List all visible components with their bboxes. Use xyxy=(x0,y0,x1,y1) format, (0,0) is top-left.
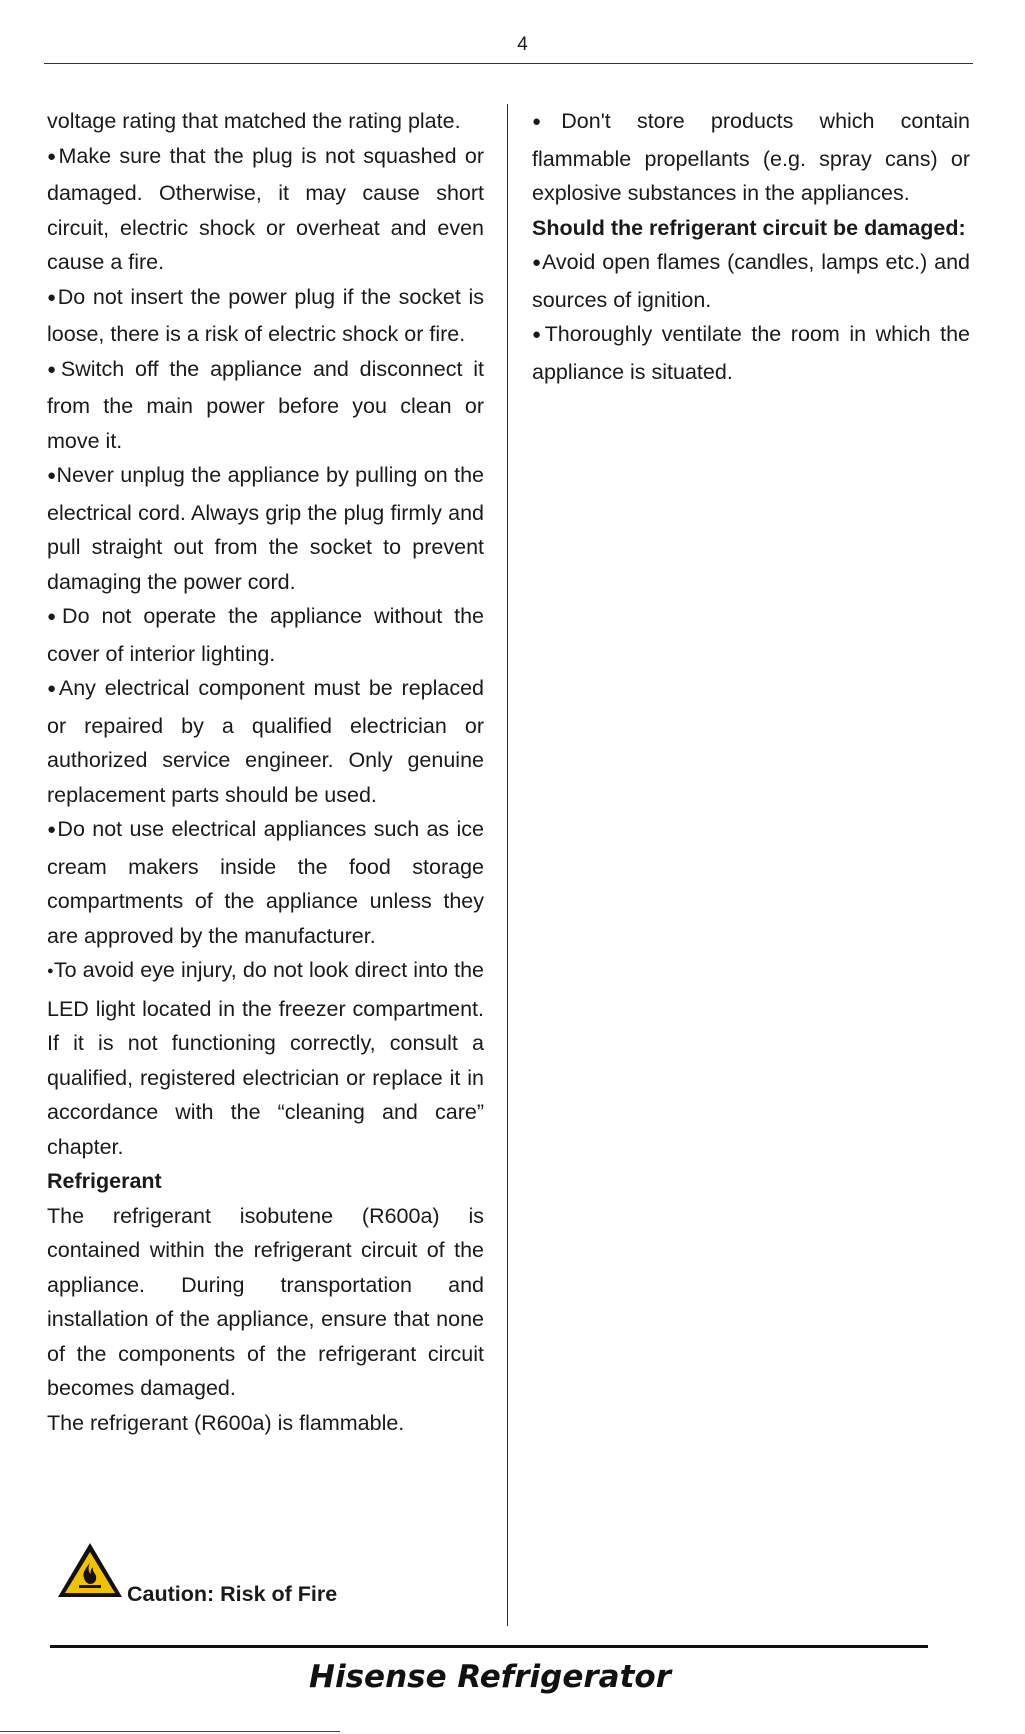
bullet-text: Do not insert the power plug if the socket is loose, there is a risk of electric shock or fire. xyxy=(47,284,484,346)
bullet-text: Avoid open flames (candles, lamps etc.) and sources of ignition. xyxy=(532,250,971,312)
bullet-item xyxy=(47,139,484,280)
bullet-item xyxy=(47,812,484,953)
section-heading-refrigerant: Refrigerant xyxy=(47,1169,162,1193)
bullet-icon: ● xyxy=(47,288,58,306)
bullet-icon: ● xyxy=(532,254,542,271)
bullet-text: Do not operate the appliance without the cover of interior lighting. xyxy=(47,604,485,666)
column-divider xyxy=(507,104,508,1626)
bullet-icon: ● xyxy=(47,821,58,838)
paragraph: voltage rating that matched the rating plate. xyxy=(47,109,461,133)
bullet-text: Don't store products which contain flammable propellants (e.g. spray cans) or explosive substances in the appliances. xyxy=(532,109,970,205)
bullet-item xyxy=(532,317,970,389)
footer-rule xyxy=(50,1645,928,1648)
bullet-text: To avoid eye injury, do not look direct into the LED light located in the freezer compartment. If it is not functioning correctly, consult a qualified, registered electrician or replace it in accordance with the “cleaning and care” chapter. xyxy=(47,958,485,1159)
bullet-item xyxy=(532,245,970,317)
right-column xyxy=(532,104,970,389)
bullet-item xyxy=(47,352,484,459)
bullet-item xyxy=(47,671,484,812)
bullet-text: Switch off the appliance and disconnect it from the main power before you clean or move it. xyxy=(47,356,484,453)
bullet-icon: ● xyxy=(532,113,562,130)
bullet-icon: ● xyxy=(47,467,57,484)
bullet-item xyxy=(47,280,484,352)
bullet-text: Thoroughly ventilate the room in which the appliance is situated. xyxy=(532,322,970,384)
left-column xyxy=(47,104,484,1440)
bullet-text: Make sure that the plug is not squashed or damaged. Otherwise, it may cause short circuit, electric shock or overheat and even cause a fire. xyxy=(47,143,485,274)
paragraph: The refrigerant (R600a) is flammable. xyxy=(47,1410,405,1435)
bullet-text: Any electrical component must be replaced or repaired by a qualified electrician or authorized service engineer. Only genuine replacement parts should be used. xyxy=(47,676,485,807)
bullet-icon: ● xyxy=(47,608,63,625)
bullet-icon: ● xyxy=(47,360,61,378)
caution-label: Caution: Risk of Fire xyxy=(127,1582,338,1606)
bullet-item xyxy=(47,458,484,599)
bullet-item xyxy=(532,104,970,211)
page-number: 4 xyxy=(517,34,528,55)
bullet-icon: ● xyxy=(47,147,59,165)
bullet-text: Do not use electrical appliances such as ice cream makers inside the food storage compartments of the appliance unless they are approved by the manufacturer. xyxy=(47,817,484,948)
bullet-icon: ● xyxy=(532,326,545,343)
bullet-icon: ● xyxy=(47,965,54,977)
footer-brand: Hisense Refrigerator xyxy=(309,1659,671,1695)
section-heading-damaged: Should the refrigerant circuit be damaged: xyxy=(532,215,966,240)
fire-hazard-icon xyxy=(55,1540,125,1600)
paragraph: The refrigerant isobutene (R600a) is contained within the refrigerant circuit of the appliance. During transportation and installation of the appliance, ensure that none of the components of the refrigerant circuit becomes damaged. xyxy=(47,1203,484,1400)
bullet-icon: ● xyxy=(47,680,59,697)
header-rule xyxy=(44,63,973,64)
bullet-item xyxy=(47,599,484,671)
bullet-item xyxy=(47,953,484,1164)
edge-line xyxy=(0,1731,340,1732)
bullet-text: Never unplug the appliance by pulling on the electrical cord. Always grip the plug firmly and pull straight out from the socket to prevent damaging the power cord. xyxy=(47,463,484,594)
